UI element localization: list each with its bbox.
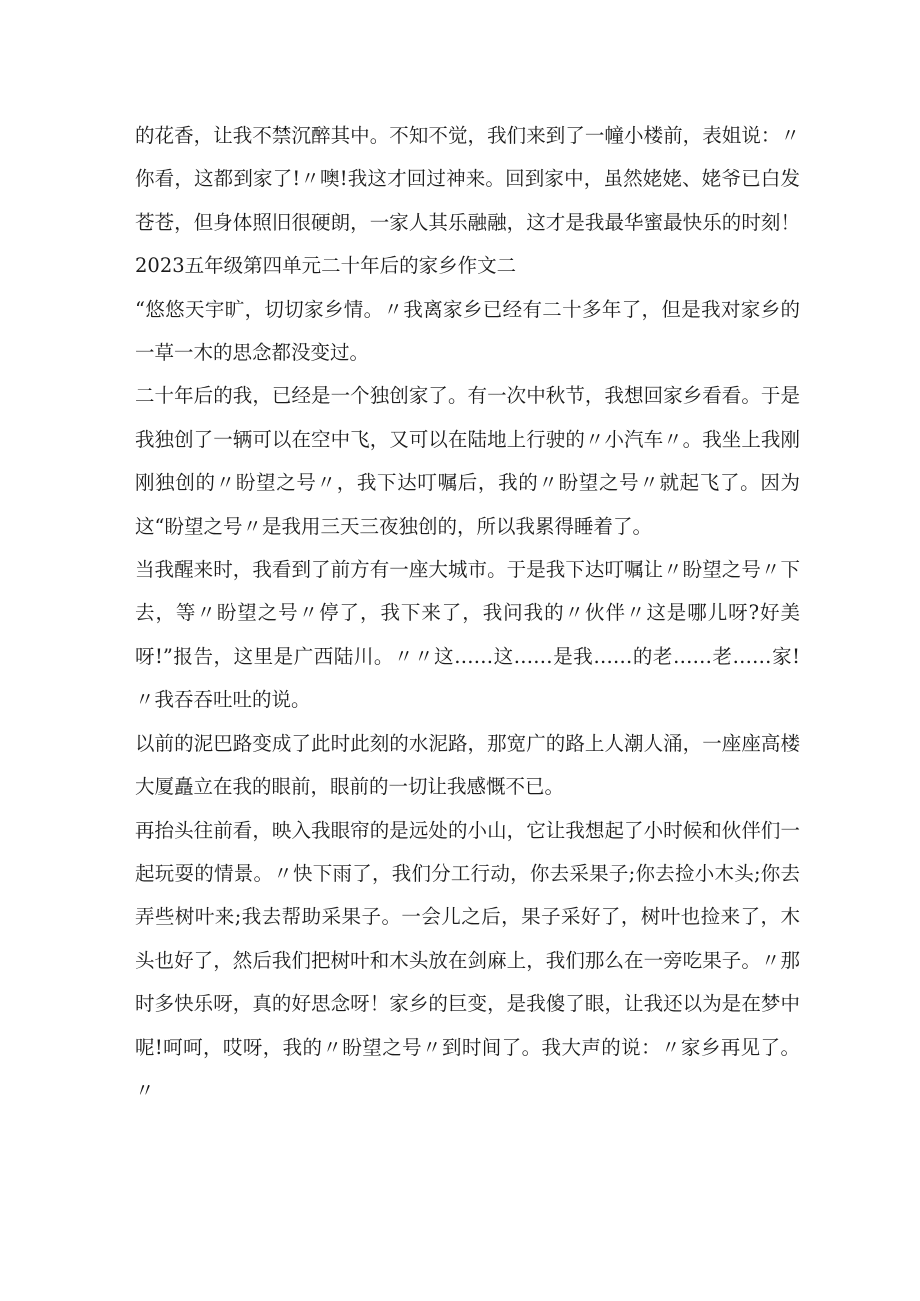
document-body [135,114,800,1112]
paragraph-4: 当我醒来时，我看到了前方有一座大城市。于是我下达叮嘱让〃盼望之号〃下去，等〃盼望之号〃停了，我下来了，我问我的〃伙伴〃这是哪儿呀?好美呀!”报告，这里是广西陆川。〃〃这……这……是我……的老……老……家!〃我吞吞吐吐的说。 [135,558,800,712]
paragraph-6: 再抬头往前看，映入我眼帘的是远处的小山，它让我想起了小时候和伙伴们一起玩耍的情景。〃快下雨了，我们分工行动，你去采果子;你去捡小木头;你去弄些树叶来;我去帮助采果子。一会儿之后，果子采好了，树叶也捡来了，木头也好了，然后我们把树叶和木头放在剑麻上，我们那么在一旁吃果子。〃那时多快乐呀，真的好思念呀！家乡的巨变，是我傻了眼，让我还以为是在梦中呢!呵呵，哎呀，我的〃盼望之号〃到时间了。我大声的说：〃家乡再见了。〃 [135,818,800,1102]
paragraph-1: 的花香，让我不禁沉醉其中。不知不觉，我们来到了一幢小楼前，表姐说：〃你看，这都到家了!〃噢!我这才回过神来。回到家中，虽然姥姥、姥爷已白发苍苍，但身体照旧很硬朗，一家人其乐融融，这才是我最华蜜最快乐的时刻！2023五年级第四单元二十年后的家乡作文二 [135,124,800,278]
paragraph-5: 以前的泥巴路变成了此时此刻的水泥路，那宽广的路上人潮人涌，一座座高楼大厦矗立在我的眼前，眼前的一切让我感慨不已。 [135,731,800,799]
paragraph-3: 二十年后的我，已经是一个独创家了。有一次中秋节，我想回家乡看看。于是我独创了一辆可以在空中飞，又可以在陆地上行驶的〃小汽车〃。我坐上我刚刚独创的〃盼望之号〃，我下达叮嘱后，我的〃盼望之号〃就起飞了。因为这“盼望之号〃是我用三天三夜独创的，所以我累得睡着了。 [135,384,800,538]
paragraph-2: “悠悠天宇旷，切切家乡情。〃我离家乡已经有二十多年了，但是我对家乡的一草一木的思念都没变过。 [135,297,800,365]
